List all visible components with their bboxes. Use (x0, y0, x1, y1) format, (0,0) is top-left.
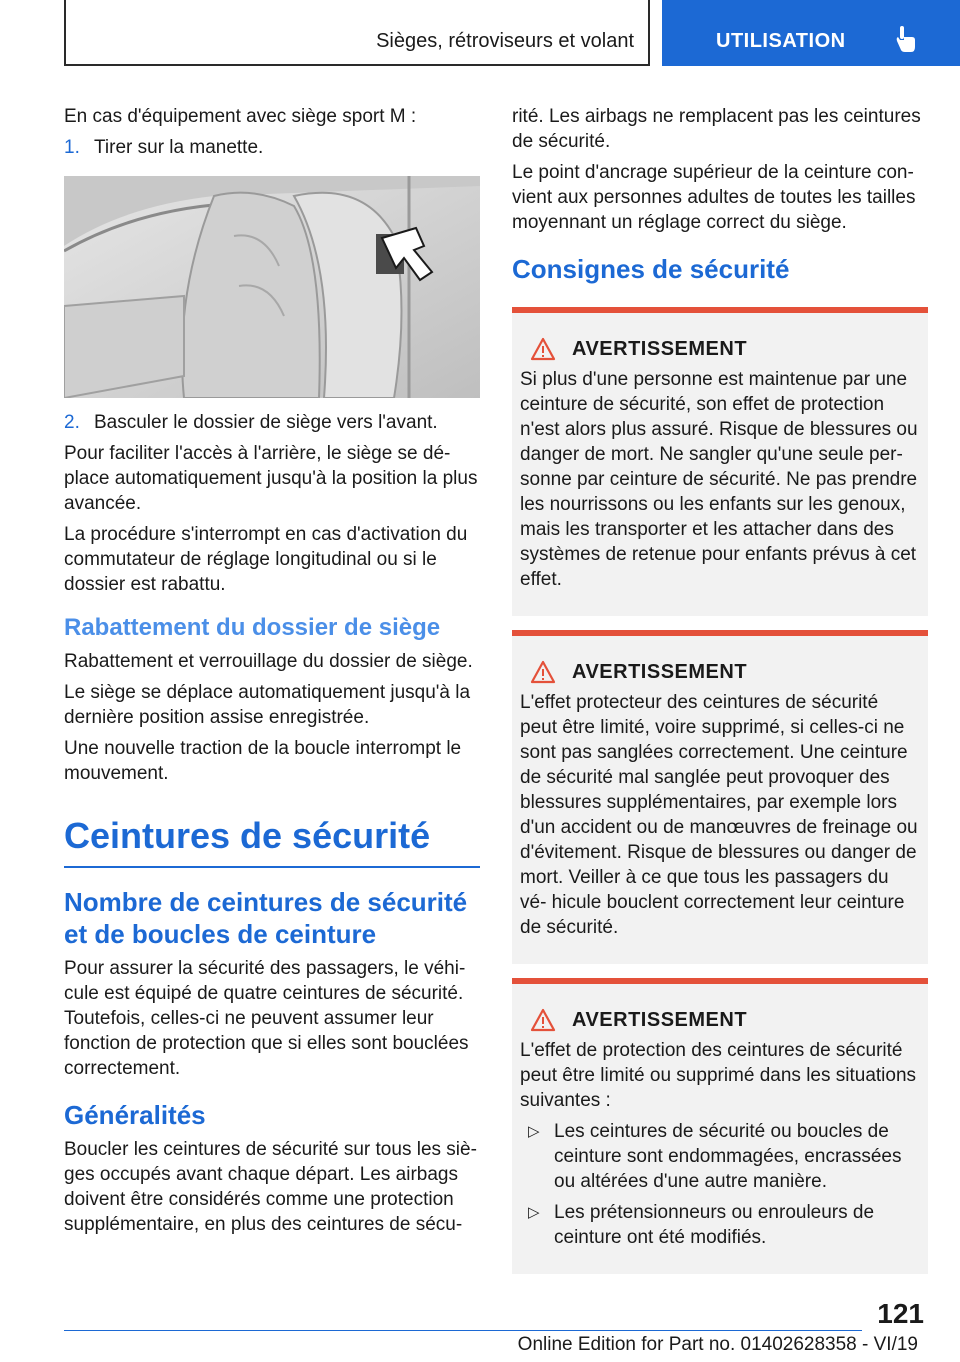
step-text: Tirer sur la manette. (94, 137, 264, 158)
warning-triangle-icon (530, 660, 556, 684)
warning-box (512, 630, 928, 964)
triangle-bullet-icon: ▷ (528, 1204, 540, 1221)
page-number: 121 (877, 1298, 924, 1329)
paragraph: Rabattement et verrouillage du dossier de siège. (64, 651, 473, 672)
warning-triangle-icon (530, 1008, 556, 1032)
step-number: 1. (64, 137, 80, 158)
section-title: Sièges, rétroviseurs et volant (376, 30, 634, 52)
paragraph: Une nouvelle traction de la boucle interrompt le mouvement. (64, 738, 462, 784)
paragraph: Boucler les ceintures de sécurité sur tous les siè- ges occupés avant chaque départ. Les airbags doivent être considérés comme une protection supplémentaire, en plus des ceintures de sécu- (64, 1139, 477, 1235)
warning-text: L'effet de protection des ceintures de sécurité peut être limité ou supprimé dans les situations suivantes : (520, 1040, 917, 1111)
warning-box (512, 307, 928, 616)
tab-label: UTILISATION (716, 30, 846, 52)
page-header (64, 0, 960, 66)
heading-consignes: Consignes de sécurité (512, 254, 790, 284)
warning-header (520, 1006, 920, 1034)
footer-divider (64, 1330, 862, 1331)
heading-rabattement: Rabattement du dossier de siège (64, 614, 441, 641)
heading-nombre: Nombre de ceintures de sécurité et de boucles de ceinture (64, 887, 468, 949)
step-2 (64, 410, 480, 435)
paragraph: Pour faciliter l'accès à l'arrière, le siège se dé- place automatiquement jusqu'à la position la plus avancée. (64, 443, 478, 514)
paragraph: Le siège se déplace automatiquement jusqu'à la dernière position assise enregistrée. (64, 682, 471, 728)
list-item-text: Les ceintures de sécurité ou boucles de ceinture sont endommagées, encrassées ou altérées d'une autre manière. (554, 1121, 902, 1192)
list-item-text: Les prétensionneurs ou enrouleurs de ceinture ont été modifiés. (554, 1202, 875, 1248)
warning-text: Si plus d'une personne est maintenue par une ceinture de sécurité, son effet de protection n'est alors plus assuré. Risque de blessures ou danger de mort. Ne sangler qu'une seule per- sonne par ceinture de sécurité. Ne pas prendre les nourrissons ou les enfants sur les genoux, mais les transporter et les attacher dans des systèmes de retenue pour enfants prévus à cet effet. (520, 369, 918, 590)
warning-title: AVERTISSEMENT (572, 660, 748, 683)
step-1 (64, 135, 480, 160)
edition-text: Online Edition for Part no. 01402628358 - VI/19 (517, 1334, 918, 1355)
paragraph: rité. Les airbags ne remplacent pas les ceintures de sécurité. (512, 106, 921, 152)
header-frame (64, 0, 650, 66)
hand-pointer-icon (894, 26, 916, 52)
warning-box (512, 978, 928, 1274)
warning-title: AVERTISSEMENT (572, 337, 748, 360)
paragraph: Le point d'ancrage supérieur de la ceinture con- vient aux personnes adultes de toutes les tailles moyennant un réglage correct du siège. (512, 162, 916, 233)
step-text: Basculer le dossier de siège vers l'avant. (94, 412, 438, 433)
step-number: 2. (64, 412, 80, 433)
intro-text: En cas d'équipement avec siège sport M : (64, 106, 417, 127)
right-column (512, 104, 928, 1288)
triangle-bullet-icon: ▷ (528, 1123, 540, 1140)
list-item (520, 1200, 920, 1250)
warning-title: AVERTISSEMENT (572, 1008, 748, 1031)
seat-lever-illustration (64, 176, 480, 398)
warning-header (520, 658, 920, 686)
left-column (64, 104, 480, 1243)
paragraph: Pour assurer la sécurité des passagers, le véhi- cule est équipé de quatre ceintures de sécurité. Toutefois, celles-ci ne peuvent assumer leur fonction de protection que si elles sont bouclées correctement. (64, 958, 469, 1079)
warning-text: L'effet protecteur des ceintures de sécurité peut être limité, voire supprimé, si celles-ci ne sont pas sanglées correctement. Une ceinture de sécurité mal sanglée peut provoquer des blessures supplémentaires, par exemple lors d'un accident ou de manœuvres de freinage ou d'évitement. Risque de blessures ou danger de mort. Veiller à ce que tous les passagers du vé- hicule bouclent correctement leur ceinture de sécurité. (520, 692, 918, 938)
heading-ceintures: Ceintures de sécurité (64, 814, 480, 868)
warning-header (520, 335, 920, 363)
paragraph: La procédure s'interrompt en cas d'activation du commutateur de réglage longitudinal ou si le dossier est rabattu. (64, 524, 468, 595)
tab-utilisation[interactable] (662, 0, 960, 66)
heading-generalites: Généralités (64, 1100, 206, 1130)
warning-triangle-icon (530, 337, 556, 361)
list-item (520, 1119, 920, 1194)
